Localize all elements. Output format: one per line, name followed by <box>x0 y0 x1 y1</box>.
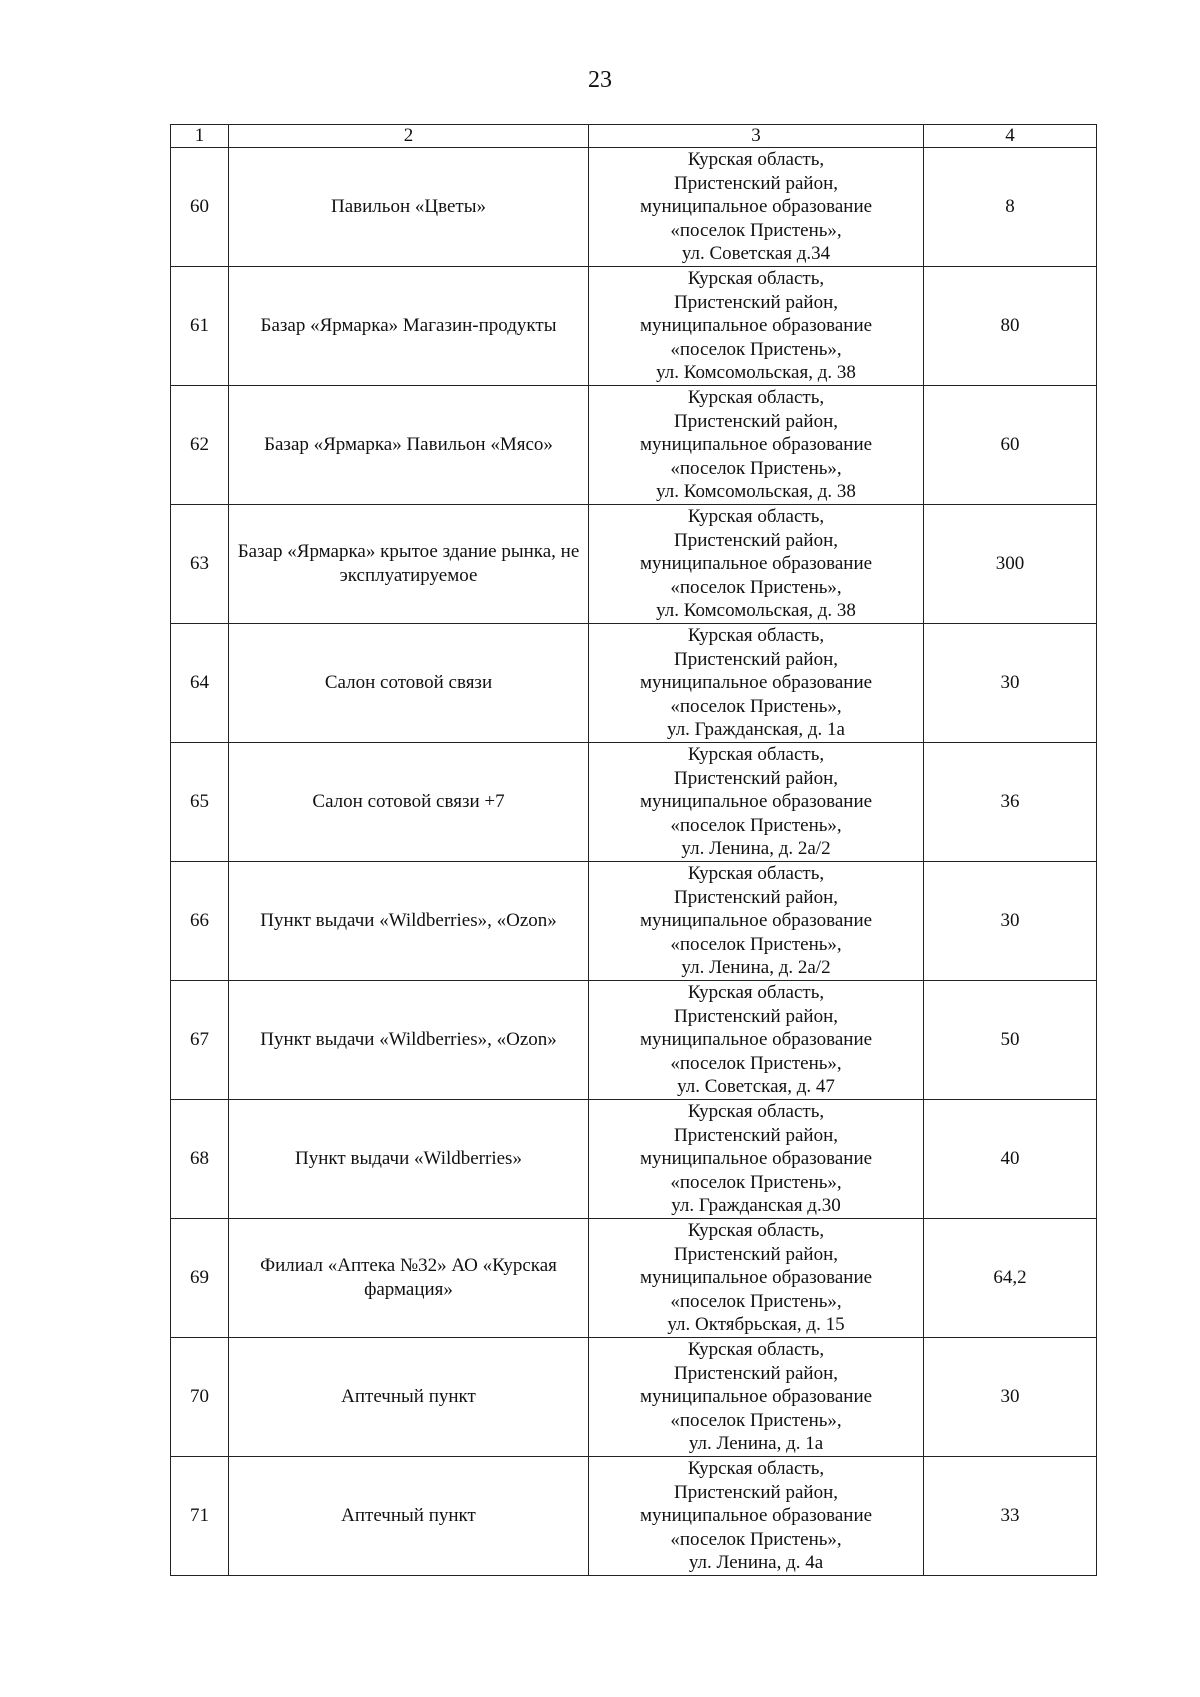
object-address <box>589 862 924 981</box>
address-line: муниципальное образование <box>639 1267 873 1289</box>
object-value: 30 <box>924 1338 1097 1457</box>
object-name: Базар «Ярмарка» крытое здание рынка, не эксплуатируемое <box>229 505 589 624</box>
table-row <box>171 1100 1097 1219</box>
object-address <box>589 743 924 862</box>
address-line: Курская область, <box>687 506 825 528</box>
table-row <box>171 267 1097 386</box>
address-line: ул. Комсомольская, д. 38 <box>656 481 856 503</box>
table-row <box>171 624 1097 743</box>
object-address <box>589 1457 924 1576</box>
address-line: ул. Ленина, д. 4а <box>688 1552 824 1574</box>
object-value: 80 <box>924 267 1097 386</box>
objects-table <box>170 124 1097 1576</box>
object-name: Салон сотовой связи +7 <box>229 743 589 862</box>
column-header-1: 1 <box>171 125 229 148</box>
address-line: ул. Гражданская, д. 1а <box>667 719 845 741</box>
table-row <box>171 743 1097 862</box>
object-address <box>589 624 924 743</box>
object-name: Пункт выдачи «Wildberries» <box>229 1100 589 1219</box>
address-line: Курская область, <box>687 982 825 1004</box>
address-line: ул. Советская, д. 47 <box>677 1076 835 1098</box>
address-line: муниципальное образование <box>639 1148 873 1170</box>
table-row <box>171 148 1097 267</box>
object-address <box>589 148 924 267</box>
address-line: Курская область, <box>687 625 825 647</box>
address-line: муниципальное образование <box>639 910 873 932</box>
row-number: 66 <box>171 862 229 981</box>
table-row <box>171 1457 1097 1576</box>
row-number: 69 <box>171 1219 229 1338</box>
address-line: ул. Октябрьская, д. 15 <box>667 1314 845 1336</box>
object-value: 36 <box>924 743 1097 862</box>
row-number: 71 <box>171 1457 229 1576</box>
address-line: «поселок Пристень», <box>670 695 842 717</box>
object-value: 300 <box>924 505 1097 624</box>
address-line: «поселок Пристень», <box>670 1528 842 1550</box>
object-name: Пункт выдачи «Wildberries», «Ozon» <box>229 981 589 1100</box>
object-name: Аптечный пункт <box>229 1338 589 1457</box>
column-header-3: 3 <box>589 125 924 148</box>
object-address <box>589 1338 924 1457</box>
address-line: Пристенский район, <box>674 886 838 908</box>
object-value: 60 <box>924 386 1097 505</box>
column-header-4: 4 <box>924 125 1097 148</box>
object-value: 30 <box>924 862 1097 981</box>
address-line: ул. Советская д.34 <box>681 243 831 265</box>
address-line: Курская область, <box>687 387 825 409</box>
address-line: «поселок Пристень», <box>670 457 842 479</box>
address-line: Курская область, <box>687 1101 825 1123</box>
address-line: ул. Комсомольская, д. 38 <box>656 362 856 384</box>
address-line: ул. Ленина, д. 2а/2 <box>681 838 831 860</box>
address-line: муниципальное образование <box>639 672 873 694</box>
address-line: Пристенский район, <box>674 1362 838 1384</box>
address-line: ул. Ленина, д. 1а <box>688 1433 824 1455</box>
address-line: муниципальное образование <box>639 553 873 575</box>
address-line: Курская область, <box>687 1339 825 1361</box>
row-number: 64 <box>171 624 229 743</box>
address-line: муниципальное образование <box>639 434 873 456</box>
address-line: Пристенский район, <box>674 172 838 194</box>
object-value: 30 <box>924 624 1097 743</box>
object-name: Салон сотовой связи <box>229 624 589 743</box>
address-line: ул. Гражданская д.30 <box>671 1195 841 1217</box>
address-line: ул. Ленина, д. 2а/2 <box>681 957 831 979</box>
table-row <box>171 1219 1097 1338</box>
address-line: Пристенский район, <box>674 767 838 789</box>
address-line: Курская область, <box>687 863 825 885</box>
object-value: 50 <box>924 981 1097 1100</box>
address-line: Курская область, <box>687 744 825 766</box>
address-line: «поселок Пристень», <box>670 933 842 955</box>
address-line: Пристенский район, <box>674 529 838 551</box>
address-line: «поселок Пристень», <box>670 1171 842 1193</box>
row-number: 70 <box>171 1338 229 1457</box>
address-line: муниципальное образование <box>639 791 873 813</box>
address-line: муниципальное образование <box>639 315 873 337</box>
address-line: муниципальное образование <box>639 196 873 218</box>
object-name: Павильон «Цветы» <box>229 148 589 267</box>
object-value: 40 <box>924 1100 1097 1219</box>
address-line: Пристенский район, <box>674 1124 838 1146</box>
address-line: Курская область, <box>687 149 825 171</box>
object-name: Пункт выдачи «Wildberries», «Ozon» <box>229 862 589 981</box>
table-row <box>171 1338 1097 1457</box>
address-line: Пристенский район, <box>674 1005 838 1027</box>
address-line: «поселок Пристень», <box>670 1052 842 1074</box>
address-line: муниципальное образование <box>639 1386 873 1408</box>
address-line: «поселок Пристень», <box>670 219 842 241</box>
object-name: Аптечный пункт <box>229 1457 589 1576</box>
address-line: ул. Комсомольская, д. 38 <box>656 600 856 622</box>
object-value: 8 <box>924 148 1097 267</box>
row-number: 67 <box>171 981 229 1100</box>
object-name: Базар «Ярмарка» Магазин-продукты <box>229 267 589 386</box>
address-line: «поселок Пристень», <box>670 1290 842 1312</box>
table-header <box>171 125 1097 148</box>
address-line: Пристенский район, <box>674 1243 838 1265</box>
address-line: «поселок Пристень», <box>670 814 842 836</box>
row-number: 62 <box>171 386 229 505</box>
address-line: «поселок Пристень», <box>670 1409 842 1431</box>
row-number: 68 <box>171 1100 229 1219</box>
object-name: Базар «Ярмарка» Павильон «Мясо» <box>229 386 589 505</box>
table-row <box>171 386 1097 505</box>
address-line: Пристенский район, <box>674 410 838 432</box>
address-line: Курская область, <box>687 268 825 290</box>
address-line: муниципальное образование <box>639 1029 873 1051</box>
table-row <box>171 981 1097 1100</box>
address-line: Пристенский район, <box>674 291 838 313</box>
object-address <box>589 1219 924 1338</box>
table-row <box>171 505 1097 624</box>
object-address <box>589 505 924 624</box>
object-value: 64,2 <box>924 1219 1097 1338</box>
address-line: Курская область, <box>687 1220 825 1242</box>
column-header-2: 2 <box>229 125 589 148</box>
address-line: Курская область, <box>687 1458 825 1480</box>
object-address <box>589 267 924 386</box>
address-line: Пристенский район, <box>674 1481 838 1503</box>
table-body <box>171 148 1097 1576</box>
object-value: 33 <box>924 1457 1097 1576</box>
row-number: 60 <box>171 148 229 267</box>
object-address <box>589 386 924 505</box>
table-row <box>171 862 1097 981</box>
page-number: 23 <box>588 67 612 93</box>
address-line: Пристенский район, <box>674 648 838 670</box>
address-line: «поселок Пристень», <box>670 338 842 360</box>
row-number: 65 <box>171 743 229 862</box>
table-header-row <box>171 125 1097 148</box>
row-number: 61 <box>171 267 229 386</box>
row-number: 63 <box>171 505 229 624</box>
address-line: «поселок Пристень», <box>670 576 842 598</box>
object-address <box>589 1100 924 1219</box>
object-address <box>589 981 924 1100</box>
object-name: Филиал «Аптека №32» АО «Курская фармация» <box>229 1219 589 1338</box>
address-line: муниципальное образование <box>639 1505 873 1527</box>
